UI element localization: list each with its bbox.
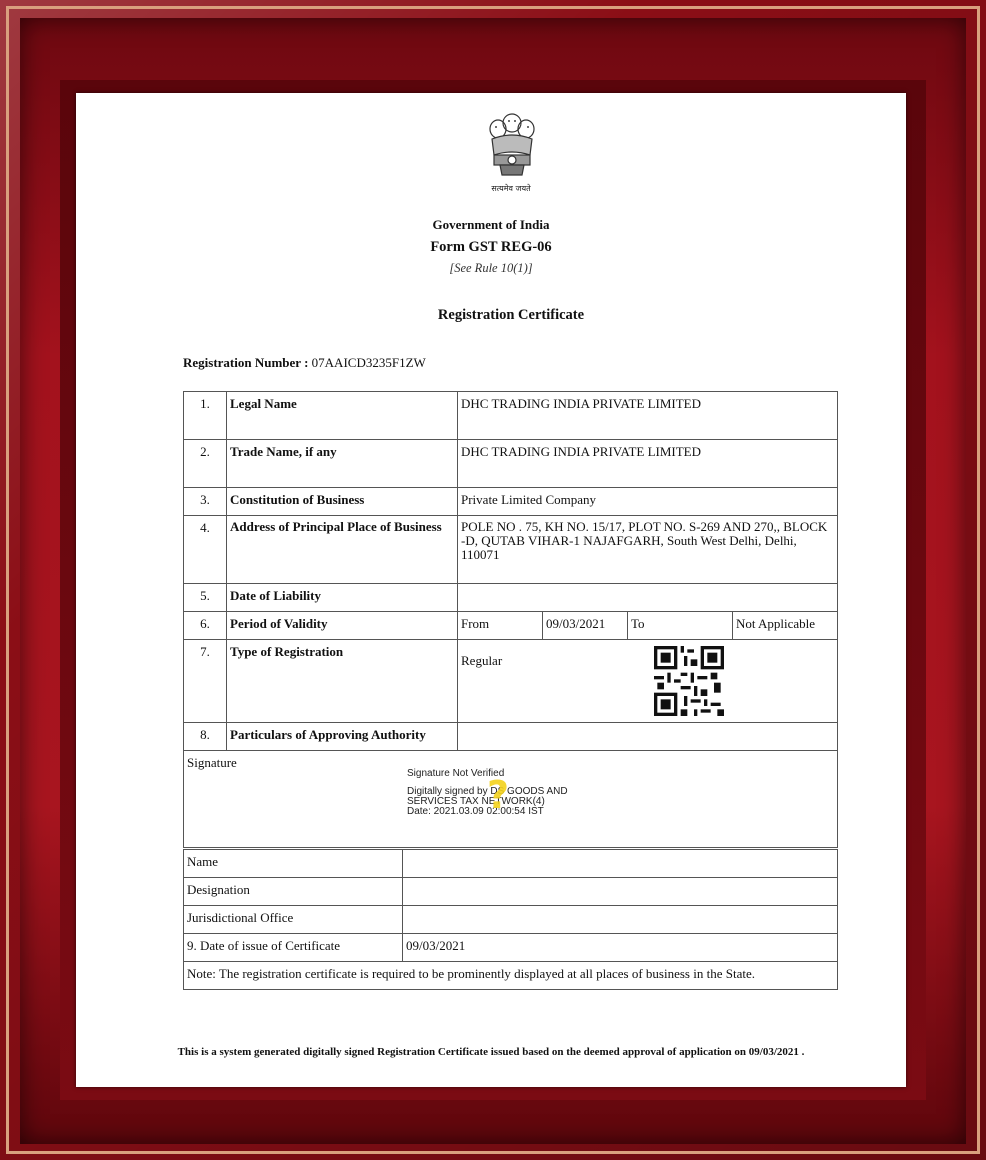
table-row — [184, 751, 838, 848]
signature-status: Signature Not Verified — [407, 768, 505, 779]
designation-value — [403, 878, 838, 906]
designation-label: Designation — [184, 878, 403, 906]
jurisdictional-office-label: Jurisdictional Office — [184, 906, 403, 934]
name-value — [403, 850, 838, 878]
table-row — [184, 612, 838, 640]
row-number: 4. — [184, 516, 227, 584]
constitution-value: Private Limited Company — [458, 488, 838, 516]
issue-date-label: 9. Date of issue of Certificate — [184, 934, 403, 962]
address-label: Address of Principal Place of Business — [227, 516, 458, 584]
address-value: POLE NO . 75, KH NO. 15/17, PLOT NO. S-269 AND 270,, BLOCK -D, QUTAB VIHAR-1 NAJAFGARH, South West Delhi, Delhi, 110071 — [458, 516, 838, 584]
registration-number-label: Registration Number : — [183, 355, 309, 370]
government-heading: Government of India — [432, 217, 550, 232]
system-generated-footer: This is a system generated digitally signed Registration Certificate issued based on the deemed approval of application on 09/03/2021 . — [177, 1046, 805, 1058]
approving-authority-label: Particulars of Approving Authority — [227, 723, 458, 751]
registration-type-label: Type of Registration — [227, 640, 458, 723]
table-row — [184, 723, 838, 751]
certificate-paper — [76, 93, 906, 1087]
table-row — [184, 516, 838, 584]
form-title: Form GST REG-06 — [430, 239, 552, 255]
table-row — [184, 488, 838, 516]
table-row — [184, 440, 838, 488]
table-row — [184, 584, 838, 612]
row-number: 6. — [184, 612, 227, 640]
issue-date-value: 09/03/2021 — [403, 934, 838, 962]
date-of-liability-value — [458, 584, 838, 612]
signature-unverified-icon: ? — [487, 773, 510, 817]
signature-line-1: Digitally signed by DS GOODS AND — [407, 786, 568, 797]
row-number: 5. — [184, 584, 227, 612]
registration-number — [183, 355, 426, 371]
validity-from-label: From — [458, 612, 543, 640]
validity-from-value: 09/03/2021 — [543, 612, 628, 640]
date-of-liability-label: Date of Liability — [227, 584, 458, 612]
table-row — [184, 392, 838, 440]
table-row — [184, 850, 838, 878]
validity-to-value: Not Applicable — [733, 612, 838, 640]
table-row — [184, 962, 838, 990]
table-row — [184, 878, 838, 906]
validity-to-label: To — [628, 612, 733, 640]
constitution-label: Constitution of Business — [227, 488, 458, 516]
signature-line-2: SERVICES TAX NETWORK(4) — [407, 796, 545, 807]
registration-type-cell — [458, 640, 838, 723]
validity-label: Period of Validity — [227, 612, 458, 640]
trade-name-value: DHC TRADING INDIA PRIVATE LIMITED — [458, 440, 838, 488]
table-row — [184, 640, 838, 723]
certificate-table — [183, 391, 838, 848]
display-note: Note: The registration certificate is required to be prominently displayed at all places of business in the State. — [184, 962, 838, 990]
registration-number-value: 07AAICD3235F1ZW — [311, 355, 426, 370]
approving-authority-value — [458, 723, 838, 751]
rule-reference: [See Rule 10(1)] — [449, 261, 533, 275]
registration-type-value: Regular — [461, 653, 503, 668]
jurisdictional-office-value — [403, 906, 838, 934]
details-table — [183, 849, 838, 990]
signature-label: Signature — [187, 755, 237, 770]
row-number: 8. — [184, 723, 227, 751]
trade-name-label: Trade Name, if any — [227, 440, 458, 488]
signature-line-3: Date: 2021.03.09 02:00:54 IST — [407, 806, 544, 817]
table-row — [184, 934, 838, 962]
row-number: 1. — [184, 392, 227, 440]
state-emblem-icon — [484, 109, 540, 189]
emblem-motto: सत्यमेव जयते — [491, 184, 531, 193]
legal-name-value: DHC TRADING INDIA PRIVATE LIMITED — [458, 392, 838, 440]
row-number: 7. — [184, 640, 227, 723]
qr-code-icon — [654, 646, 724, 716]
certificate-title: Registration Certificate — [437, 307, 585, 323]
signature-cell — [184, 751, 838, 848]
legal-name-label: Legal Name — [227, 392, 458, 440]
signature-box — [187, 755, 834, 843]
row-number: 2. — [184, 440, 227, 488]
table-row — [184, 906, 838, 934]
row-number: 3. — [184, 488, 227, 516]
name-label: Name — [184, 850, 403, 878]
